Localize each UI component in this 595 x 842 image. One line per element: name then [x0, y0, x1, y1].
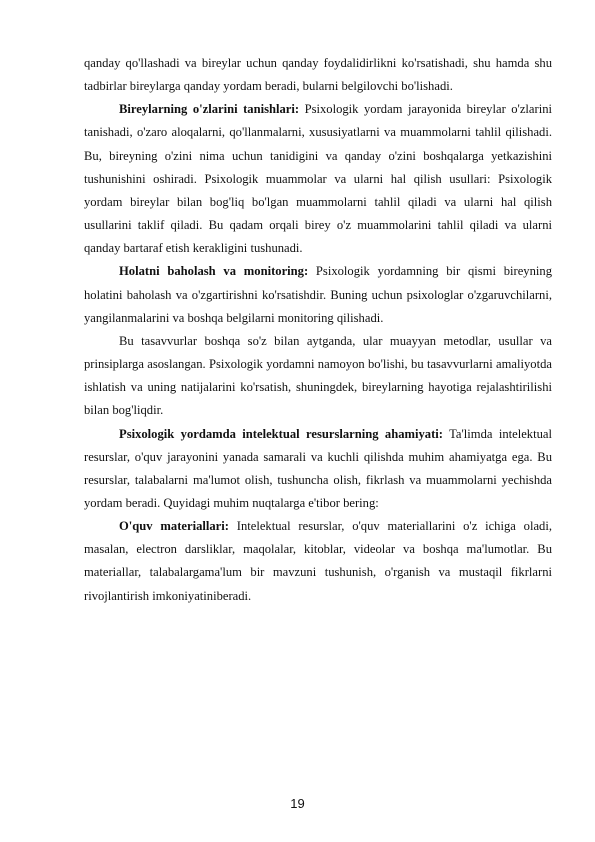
paragraph-continuation [84, 52, 552, 98]
document-page [84, 52, 552, 608]
paragraph-text: Bu tasavvurlar boshqa so'z bilan aytganda, ular muayyan metodlar, usullar va prinsiplarga asoslangan. Psixologik yordamni namoyon bo'lishi, bu tasavvurlarni amaliyotda ishlatish va uning natijalarini ko'rsatish, shuningdek, bireylarning hayotiga rejalashtirilishi bilan bog'liqdir. [84, 333, 552, 418]
paragraph-self-awareness [84, 98, 552, 260]
paragraph-heading: Psixologik yordamda intelektual resurslarning ahamiyati: [119, 426, 443, 441]
paragraph-text: qanday qo'llashadi va bireylar uchun qanday foydalidirlikni ko'rsatishadi, shu hamda shu tadbirlar bireylarga qanday yordam beradi, bularni belgilovchi bo'lishadi. [84, 56, 552, 94]
paragraph-heading: O'quv materiallari: [119, 519, 229, 534]
paragraph-text: Ta'limda intelektual resurslar, o'quv jarayonini yanada samarali va kuchli qilishda muhim ahamiyatga ega. Bu resurslar, talabalarni ma'lumot olish, tushuncha olish, fikrlash va muammolarni yechishda yordam beradi. Quyidagi muhim nuqtalarga e'tibor bering: [84, 426, 552, 510]
paragraph-heading: Holatni baholash va monitoring: [119, 264, 309, 279]
paragraph-heading: Bireylarning o'zlarini tanishlari: [119, 102, 300, 117]
paragraph-intellectual-resources [84, 423, 552, 516]
paragraph-methods [84, 330, 552, 423]
paragraph-text: Psixologik yordam jarayonida bireylar o'zlarini tanishadi, o'zaro aloqalarni, qo'llanmalarni, xususiyatlarni va muammolarni tahlil qilishadi. Bu, bireyning o'zini nima uchun tanidigini va qanday o'zini boshqalarga yetkazishini tushunishini oshiradi. Psixologik muammolar va ularni hal qilish usullari: Psixologik yordam bireylar bilan bog'liq bo'lgan muammolarni tahlil qiladi va ularni hal qilish usullarini taklif qiladi. Bu qadam orqali birey o'z muammolarini tahlil qiladi va ularni qanday bartaraf etish kerakligini tushunadi. [84, 102, 552, 256]
paragraph-text: Psixologik yordamning bir qismi bireyning holatini baholash va o'zgartirishni ko'rsatishdir. Buning uchun psixologlar o'zgaruvchilarni, yangilanmalarini va boshqa belgilarni monitoring qilishadi. [84, 264, 552, 325]
paragraph-text: Intelektual resurslar, o'quv materiallarini o'z ichiga oladi, masalan, electron darsliklar, maqolalar, kitoblar, videolar va boshqa ma'lumotlar. Bu materiallar, talabalargama'lum bir mavzuni tushunish, o'rganish va mustaqil fikrlarni rivojlantirish imkoniyatiniberadi. [84, 519, 552, 603]
paragraph-study-materials [84, 515, 552, 608]
paragraph-assessment [84, 260, 552, 329]
page-number: 19 [290, 796, 305, 811]
